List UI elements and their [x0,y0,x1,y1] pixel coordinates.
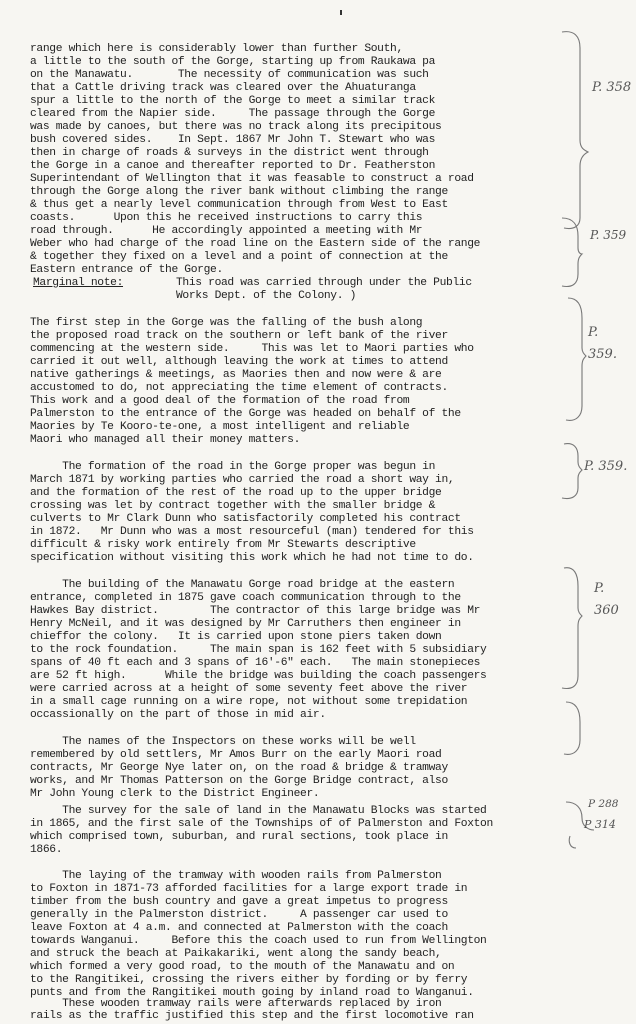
text-line: This road was carried through under the Public [176,277,472,289]
margin-note: P 288 [588,798,619,810]
text-line: spans of 40 ft each and 3 spans of 16'-6" each. The main stonepieces [30,657,481,669]
text-line: contracts, Mr George Nye later on, on the road & bridge & tramway [30,762,448,774]
text-line: occassionally on the part of those in mid air. [30,709,326,721]
text-line: culverts to Mr Clark Dunn who satisfactorily completed his contract [30,513,461,525]
text-line: Palmerston to the entrance of the Gorge was headed on behalf of the [30,408,461,420]
text-line: Weber who had charge of the road line on the Eastern side of the range [30,238,481,250]
text-line: works, and Mr Thomas Patterson on the Gorge Bridge contract, also [30,775,448,787]
bracket-p359-c [562,444,582,499]
text-line: entrance, completed in 1875 gave coach communication through to the [30,592,461,604]
text-line: The laying of the tramway with wooden rails from Palmerston [30,870,442,882]
margin-brackets [560,30,600,1010]
text-line: were carried across at a height of some seventy feet above the river [30,683,468,695]
text-line: then in charge of roads & surveys in the district went through [30,147,429,159]
text-line: 1866. [30,844,63,856]
text-line: and struck the beach at Paikakariki, went along the sandy beach, [30,948,442,960]
text-line: to the rock foundation. The main span is 162 feet with 5 subsidiary [30,644,487,656]
text-line: in 1865, and the first sale of the Townships of of Palmerston and Foxton [30,818,493,830]
text-line: native gatherings & meetings, as Maories then and now were & are [30,369,442,381]
text-line: a little to the south of the Gorge, starting up from Raukawa pa [30,56,436,68]
text-line: on the Manawatu. The necessity of communication was such [30,69,429,81]
text-line: specification without visiting this work which he had not time to do. [30,552,474,564]
bracket-p358 [562,32,588,229]
text-line: & together they fixed on a level and a point of connection at the [30,251,448,263]
text-line: March 1871 by working parties who carried the road a short way in, [30,474,455,486]
text-line: chieffor the colony. It is carried upon stone piers taken down [30,631,442,643]
text-line: to Foxton in 1871-73 afforded facilities for a large export trade in [30,883,468,895]
text-line: the Gorge in a canoe and thereafter reported to Dr. Featherston [30,160,436,172]
text-line: that a Cattle driving track was cleared over the Ahuaturanga [30,82,416,94]
text-line: remembered by old settlers, Mr Amos Burr on the early Maori road [30,749,442,761]
text-line: which formed a very good road, to the mouth of the Manawatu and on [30,961,455,973]
margin-note: P. 358 [592,80,632,95]
text-line: Maori who managed all their money matters. [30,434,301,446]
bracket-p314 [569,836,576,848]
text-line: the proposed road track on the southern or left bank of the river [30,330,448,342]
text-line: Superintendant of Wellington that it was feasable to construct a road [30,173,474,185]
text-line: difficult & risky work entirely from Mr Stewarts descriptive [30,539,416,551]
text-line: The first step in the Gorge was the falling of the bush along [30,317,423,329]
text-line: The names of the Inspectors on these works will be well [30,736,416,748]
text-line: These wooden tramway rails were afterwards replaced by iron [30,998,442,1010]
text-line: commencing at the western side. This was let to Maori parties who [30,343,474,355]
text-line: in a small cage running on a wire rope, not without some trepidation [30,696,468,708]
text-line: was made by canoes, but there was no track along its precipitous [30,121,442,133]
text-line: coasts. Upon this he received instructions to carry this [30,212,423,224]
text-line: in 1872. Mr Dunn who was a most resourceful (man) tendered for this [30,526,474,538]
text-line: Eastern entrance of the Gorge. [30,264,223,276]
text-line: towards Wanganui. Before this the coach used to run from Wellington [30,935,487,947]
text-line: road through. He accordingly appointed a meeting with Mr [30,225,423,237]
text-line: Henry McNeil, and it was designed by Mr Carruthers then engineer in [30,618,461,630]
text-line: punts and from the Rangitikei mouth going by inland road to Wanganui. [30,987,474,999]
text-line: timber from the bush country and gave a great impetus to progress [30,896,448,908]
text-line: This work and a good deal of the formation of the road from [30,395,410,407]
text-line: bush covered sides. In Sept. 1867 Mr John T. Stewart who was [30,134,436,146]
text-line: The building of the Manawatu Gorge road bridge at the eastern [30,579,455,591]
text-line: leave Foxton at 4 a.m. and connected at Palmerston with the coach [30,922,448,934]
text-line: cleared from the Napier side. The passage through the Gorge [30,108,436,120]
text-line: spur a little to the north of the Gorge to meet a similar track [30,95,436,107]
text-line: and the formation of the rest of the road up to the upper bridge [30,487,442,499]
marginal-note-label: Marginal note: [33,277,124,289]
text-line: The formation of the road in the Gorge proper was begun in [30,461,436,473]
text-line: generally in the Palmerston district. A passenger car used to [30,909,448,921]
margin-note: P. 360 [594,581,619,618]
text-line: which comprised town, suburban, and rural sections, took place in [30,831,448,843]
bracket-p359-b [566,298,586,420]
text-line: through the Gorge along the river bank without climbing the range [30,186,448,198]
text-line: are 52 ft high. While the bridge was building the coach passengers [30,670,487,682]
text-line: crossing was let by contract together with the smaller bridge & [30,500,436,512]
bracket-p360 [562,568,582,689]
margin-note: P. 359. [588,325,617,362]
text-line: accustomed to do, not appreciating the time element of contracts. [30,382,448,394]
page-mark [340,10,342,15]
margin-note: P. 359. [584,459,628,474]
text-line: Works Dept. of the Colony. ) [176,290,357,302]
text-line: Hawkes Bay district. The contractor of this large bridge was Mr [30,605,481,617]
bracket-p360-lower [564,702,580,754]
text-line: range which here is considerably lower than further South, [30,43,403,55]
text-line: The survey for the sale of land in the Manawatu Blocks was started [30,805,487,817]
text-line: Maories by Te Kooro-te-one, a most intelligent and reliable [30,421,410,433]
margin-note: P. 359 [590,228,627,242]
text-line: Mr John Young clerk to the District Engineer. [30,788,320,800]
margin-note: P 314 [584,818,616,831]
text-line: rails as the traffic justified this step and the first locomotive ran [30,1010,474,1022]
text-line: carried it out well, although leaving the work at times to attend [30,356,448,368]
text-line: & thus get a nearly level communication through from West to East [30,199,448,211]
text-line: to the Rangitikei, crossing the rivers either by fording or by ferry [30,974,468,986]
